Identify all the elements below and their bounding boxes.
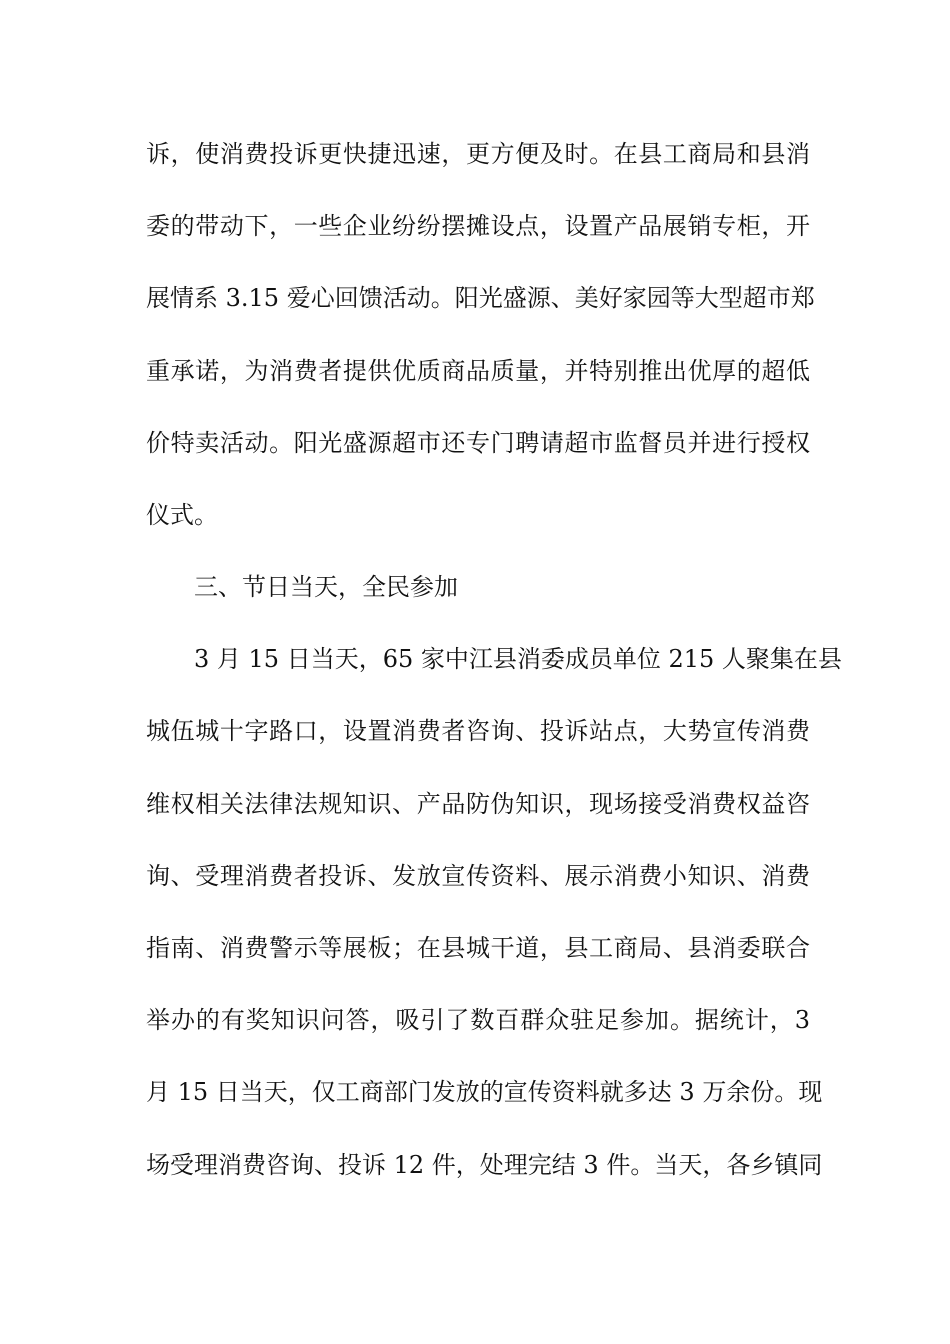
text-line: 举办的有奖知识问答，吸引了数百群众驻足参加。据统计，3 xyxy=(146,1006,810,1034)
text-line: 仪式。 xyxy=(146,501,218,529)
text-line: 诉，使消费投诉更快捷迅速，更方便及时。在县工商局和县消 xyxy=(146,140,810,168)
text-line: 委的带动下，一些企业纷纷摆摊设点，设置产品展销专柜，开 xyxy=(146,212,810,240)
text-line: 重承诺，为消费者提供优质商品质量，并特别推出优厚的超低 xyxy=(146,357,810,385)
text-line: 价特卖活动。阳光盛源超市还专门聘请超市监督员并进行授权 xyxy=(146,429,810,457)
text-line: 展情系 3.15 爱心回馈活动。阳光盛源、美好家园等大型超市郑 xyxy=(146,284,815,312)
text-line: 3 月 15 日当天，65 家中江县消委成员单位 215 人聚集在县 xyxy=(194,645,842,673)
text-line: 询、受理消费者投诉、发放宣传资料、展示消费小知识、消费 xyxy=(146,862,810,890)
text-line: 场受理消费咨询、投诉 12 件，处理完结 3 件。当天，各乡镇同 xyxy=(146,1151,823,1179)
text-line: 城伍城十字路口，设置消费者咨询、投诉站点，大势宣传消费 xyxy=(146,717,810,745)
text-line: 月 15 日当天，仅工商部门发放的宣传资料就多达 3 万余份。现 xyxy=(146,1078,823,1106)
text-line: 指南、消费警示等展板；在县城干道，县工商局、县消委联合 xyxy=(146,934,810,962)
section-heading: 三、节日当天，全民参加 xyxy=(194,573,458,601)
text-line: 维权相关法律法规知识、产品防伪知识，现场接受消费权益咨 xyxy=(146,790,810,818)
